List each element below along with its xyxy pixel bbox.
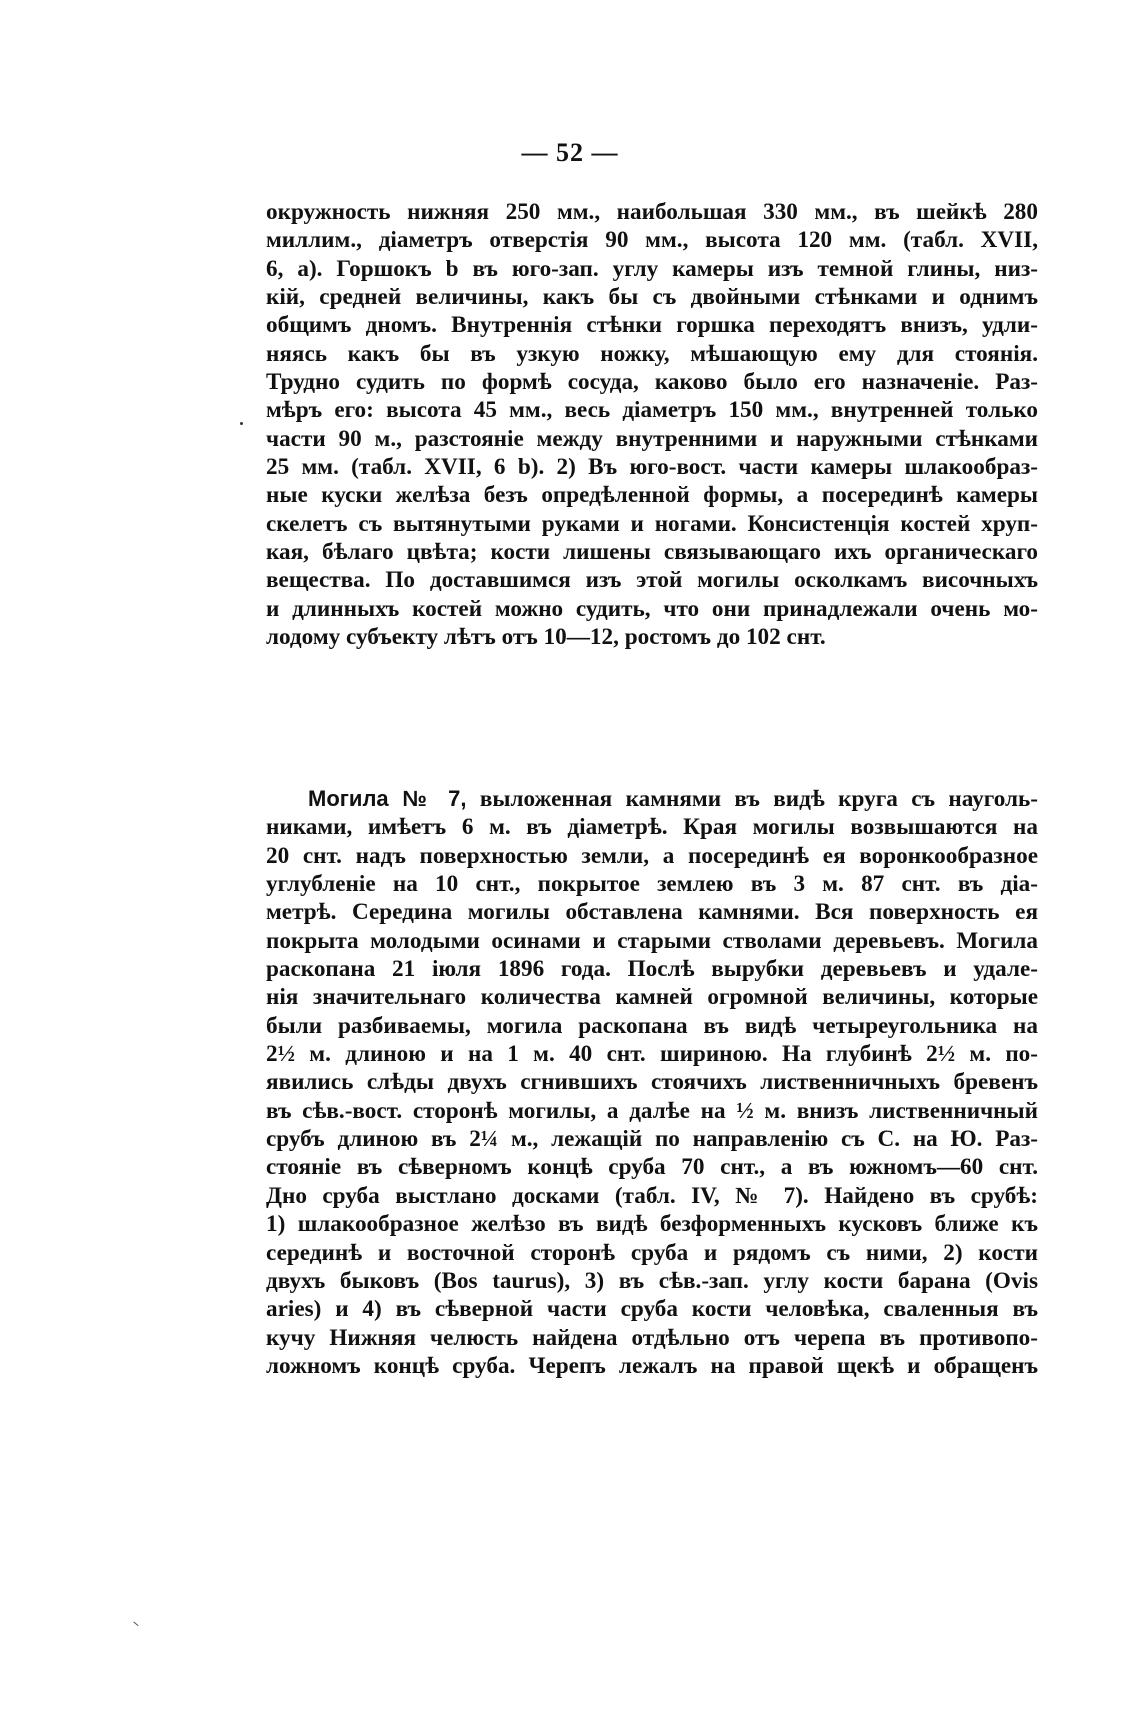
text-line: aries) и 4) въ сѣверной части сруба кости человѣка, сваленныя въ <box>266 1296 1038 1323</box>
text-line: 1) шлакообразное желѣзо въ видѣ безформенныхъ кусковъ ближе къ <box>266 1211 1038 1238</box>
scan-speck-mark <box>131 1622 138 1629</box>
paragraph-2 <box>266 785 1038 1380</box>
text-line: части 90 м., разстояніе между внутренними и наружными стѣнками <box>266 425 1038 452</box>
paragraph-1 <box>266 198 1038 652</box>
text-line: 25 мм. (табл. XVII, 6 b). 2) Въ юго-вост. части камеры шлакообраз- <box>266 454 1038 481</box>
text-line: метрѣ. Середина могилы обставлена камнями. Вся поверхность ея <box>266 899 1038 926</box>
grave-heading: Могила № 7, <box>308 786 467 811</box>
text-line: Дно сруба выстлано досками (табл. IV, № 7). Найдено въ срубѣ: <box>266 1182 1038 1209</box>
text-line: ложномъ концѣ сруба. Черепъ лежалъ на правой щекѣ и обращенъ <box>266 1352 1038 1379</box>
text-line: и длинныхъ костей можно судить, что они принадлежали очень мо- <box>266 595 1038 622</box>
text-line: окружность нижняя 250 мм., наибольшая 330 мм., въ шейкѣ 280 <box>266 199 1038 225</box>
text-line: миллим., діаметръ отверстія 90 мм., высота 120 мм. (табл. XVII, <box>266 227 1038 254</box>
text-line: кій, средней величины, какъ бы съ двойными стѣнками и однимъ <box>266 284 1038 311</box>
text-line: кая, бѣлаго цвѣта; кости лишены связывающаго ихъ органическаго <box>266 539 1038 566</box>
text-line: явились слѣды двухъ сгнившихъ стоячихъ лиственничныхъ бревенъ <box>266 1069 1038 1096</box>
text-line: нія значительнаго количества камней огромной величины, которые <box>266 984 1038 1011</box>
text-line: няясь какъ бы въ узкую ножку, мѣшающую ему для стоянія. <box>266 340 1038 367</box>
text-line: покрыта молодыми осинами и старыми стволами деревьевъ. Могила <box>266 927 1038 954</box>
text-line: въ сѣв.-вост. сторонѣ могилы, а далѣе на ½ м. внизъ лиственничный <box>266 1097 1038 1124</box>
margin-dot-mark <box>240 422 243 425</box>
text-line: ные куски желѣза безъ опредѣленной формы, а посерединѣ камеры <box>266 482 1038 509</box>
text-line: были разбиваемы, могила раскопана въ видѣ четыреугольника на <box>266 1012 1038 1039</box>
text-line: вещества. По доставшимся изъ этой могилы осколкамъ височныхъ <box>266 567 1038 594</box>
text-line: никами, имѣетъ 6 м. въ діаметрѣ. Края могилы возвышаются на <box>266 814 1038 841</box>
text-line: двухъ быковъ (Bos taurus), 3) въ сѣв.-зап. углу кости барана (Ovis <box>266 1267 1038 1294</box>
text-line: общимъ дномъ. Внутреннія стѣнки горшка переходятъ внизъ, удли- <box>266 312 1038 339</box>
text-line: лодому субъекту лѣтъ отъ 10—12, ростомъ до 102 снт. <box>266 624 826 651</box>
text-line: кучу Нижняя челюсть найдена отдѣльно отъ черепа въ противопо- <box>266 1324 1038 1351</box>
text-line: 6, а). Горшокъ b въ юго-зап. углу камеры изъ темной глины, низ- <box>266 255 1038 282</box>
text-line: серединѣ и восточной сторонѣ сруба и рядомъ съ ними, 2) кости <box>266 1239 1038 1266</box>
text-line: скелетъ съ вытянутыми руками и ногами. Консистенція костей хруп- <box>266 510 1038 537</box>
first-line-text: выложенная камнями въ видѣ круга съ науголь- <box>479 786 1038 812</box>
text-line: 20 снт. надъ поверхностью земли, а посерединѣ ея воронкообразное <box>266 842 1038 869</box>
text-line: стояніе въ сѣверномъ концѣ сруба 70 снт., а въ южномъ—60 снт. <box>266 1154 1038 1181</box>
text-line: срубъ длиною въ 2¼ м., лежащій по направленію съ С. на Ю. Раз- <box>266 1126 1038 1153</box>
page-number: — 52 — <box>521 138 619 167</box>
text-line: раскопана 21 іюля 1896 года. Послѣ вырубки деревьевъ и удале- <box>266 956 1038 983</box>
text-line: 2½ м. длиною и на 1 м. 40 снт. шириною. На глубинѣ 2½ м. по- <box>266 1041 1038 1068</box>
text-line: Трудно судить по формѣ сосуда, каково было его назначеніе. Раз- <box>266 369 1038 396</box>
text-line: углубленіе на 10 снт., покрытое землею въ 3 м. 87 снт. въ діа- <box>266 871 1038 898</box>
text-line: мѣръ его: высота 45 мм., весь діаметръ 150 мм., внутренней только <box>266 397 1038 424</box>
paragraph-2-first-line <box>266 785 1038 813</box>
